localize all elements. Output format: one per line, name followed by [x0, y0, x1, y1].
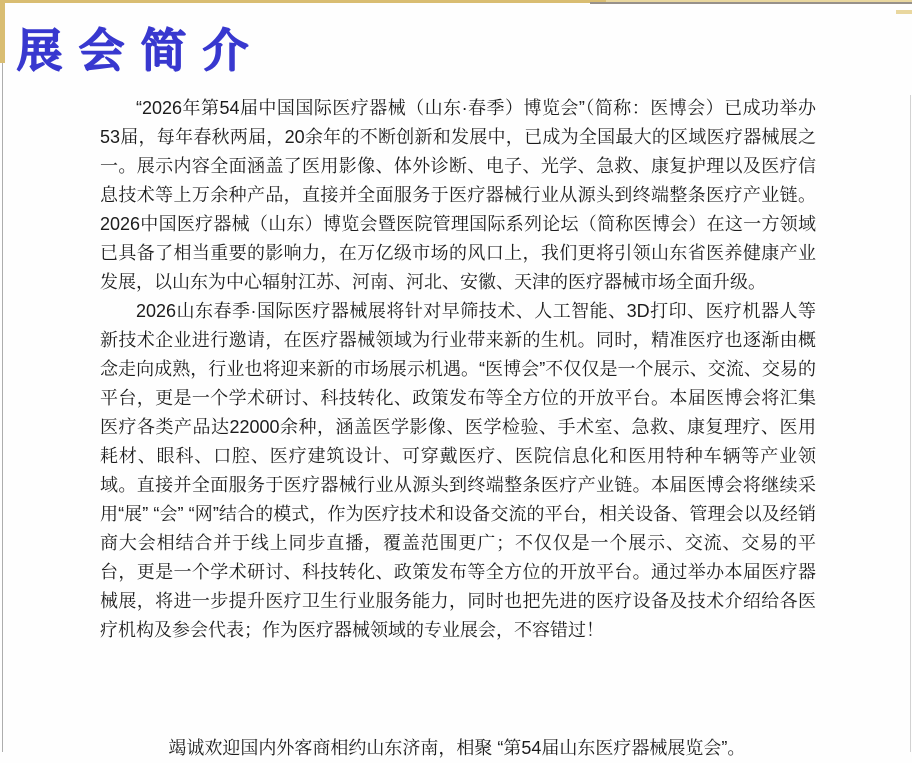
- left-border-line: [2, 63, 3, 752]
- top-border-gold: [0, 0, 606, 3]
- page-title: 展会简介: [16, 23, 264, 77]
- right-border-line: [910, 95, 911, 752]
- intro-paragraph-2: 2026山东春季·国际医疗器械展将针对早筛技术、人工智能、3D打印、医疗机器人等新技术企业进行邀请，在医疗器械领域为行业带来新的生机。同时，精准医疗也逐渐由概念走向成熟，行业也将迎来新的市场展示机遇。“医博会”不仅仅是一个展示、交流、交易的平台，更是一个学术研讨、科技转化、政策发布等全方位的开放平台。本届医博会将汇集医疗各类产品达22000余种，涵盖医学影像、医学检验、手术室、急救、康复理疗、医用耗材、眼科、口腔、医疗建筑设计、可穿戴医疗、医院信息化和医用特种车辆等产业领域。直接并全面服务于医疗器械行业从源头到终端整条医疗产业链。本届医博会将继续采用“展” “会” “网”结合的模式，作为医疗技术和设备交流的平台，相关设备、管理会以及经销商大会相结合并于线上同步直播，覆盖范围更广；不仅仅是一个展示、交流、交易的平台，更是一个学术研讨、科技转化、政策发布等全方位的开放平台。通过举办本届医疗器械展，将进一步提升医疗卫生行业服务能力，同时也把先进的医疗设备及技术介绍给各医疗机构及参会代表；作为医疗器械领域的专业展会，不容错过！: [100, 301, 816, 640]
- intro-paragraph-1: “2026年第54届中国国际医疗器械（山东·春季）博览会”（简称：医博会）已成功举办53届，每年春秋两届，20余年的不断创新和发展中，已成为全国最大的区域医疗器械展之一。展示内容全面涵盖了医用影像、体外诊断、电子、光学、急救、康复护理以及医疗信息技术等上万余种产品，直接并全面服务于医疗器械行业从源头到终端整条医疗产业链。2026中国医疗器械（山东）博览会暨医院管理国际系列论坛（简称医博会）在这一方领域已具备了相当重要的影响力，在万亿级市场的风口上，我们更将引领山东省医养健康产业发展，以山东为中心辐射江苏、河南、河北、安徽、天津的医疗器械市场全面升级。: [100, 98, 816, 292]
- left-gold-strip: [0, 0, 5, 63]
- top-right-gold-mark: [896, 10, 912, 14]
- top-border-gray-segment: [590, 2, 912, 4]
- intro-text-block: [100, 94, 816, 763]
- closing-welcome-line: 竭诚欢迎国内外客商相约山东济南，相聚 “第54届山东医疗器械展览会”。: [168, 738, 746, 758]
